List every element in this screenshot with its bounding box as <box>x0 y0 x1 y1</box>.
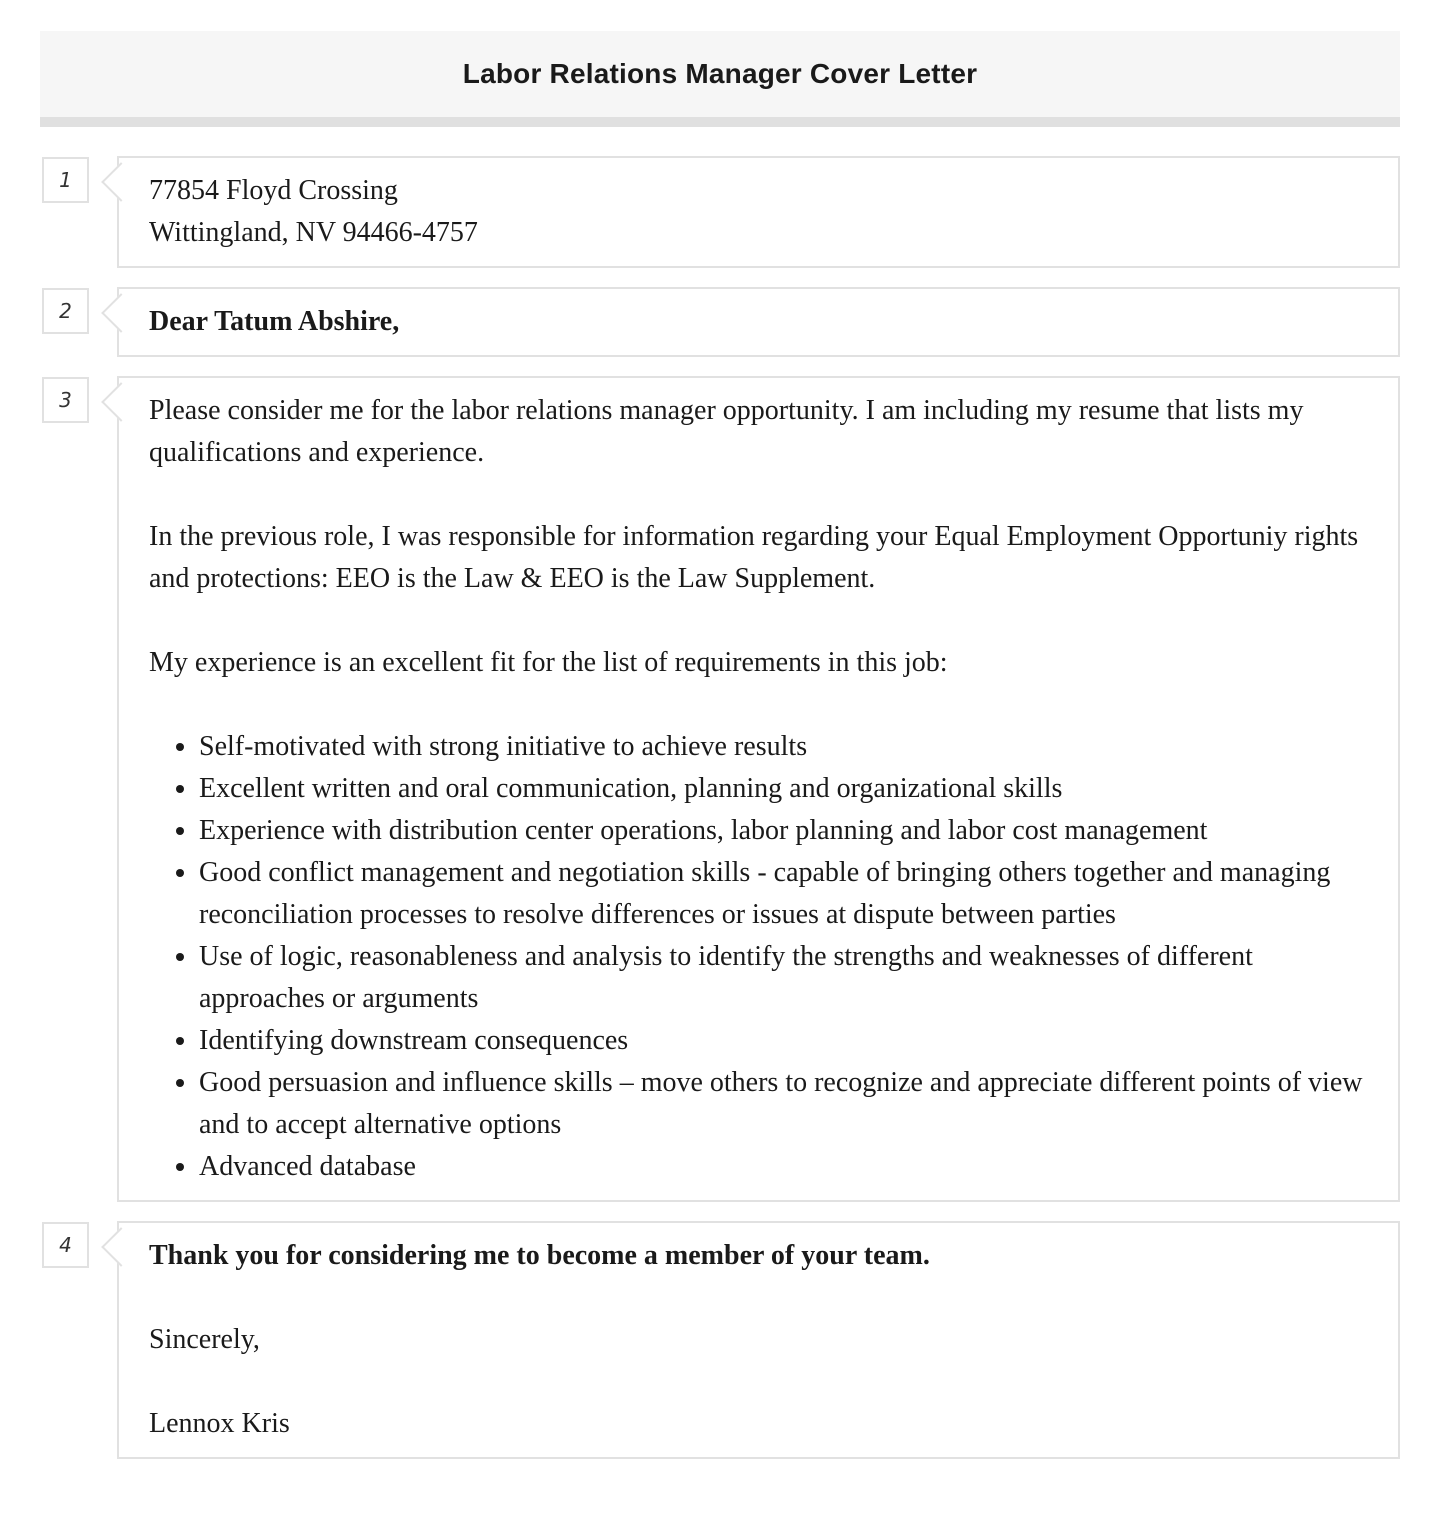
requirement-item: • Use of logic, reasonableness and analysis to identify the strengths and weaknesses of different approaches or arguments <box>199 936 1368 1020</box>
signature-name: Lennox Kris <box>149 1408 290 1439</box>
section-address <box>59 156 1400 268</box>
closing-box <box>117 1221 1400 1459</box>
page-header <box>40 31 1400 127</box>
section-number-badge: 4 <box>42 1222 89 1268</box>
section-closing <box>59 1221 1400 1459</box>
requirement-item: • Good persuasion and influence skills – move others to recognize and appreciate different points of view and to accept alternative options <box>199 1062 1368 1146</box>
signoff-text: Sincerely, <box>149 1324 260 1355</box>
salutation-box <box>117 287 1400 357</box>
requirement-item: • Advanced database <box>199 1146 1368 1188</box>
section-number-badge: 3 <box>42 377 89 423</box>
body-box <box>117 376 1400 1202</box>
salutation-text: Dear Tatum Abshire, <box>149 306 400 337</box>
closing-text: Thank you for considering me to become a member of your team. <box>149 1240 930 1271</box>
address-line-city: Wittingland, NV 94466-4757 <box>149 217 478 248</box>
page-title: Labor Relations Manager Cover Letter <box>462 58 978 89</box>
body-paragraph: Please consider me for the labor relations manager opportunity. I am including my resume that lists my qualifications and experience. <box>149 395 1304 468</box>
section-number-badge: 2 <box>42 288 89 334</box>
section-body <box>59 376 1400 1202</box>
requirement-item: • Identifying downstream consequences <box>199 1020 1368 1062</box>
address-box <box>117 156 1400 268</box>
body-paragraph: My experience is an excellent fit for the list of requirements in this job: <box>149 647 948 678</box>
address-line-street: 77854 Floyd Crossing <box>149 175 398 206</box>
requirement-item: • Good conflict management and negotiation skills - capable of bringing others together and managing reconciliation processes to resolve differences or issues at dispute between parties <box>199 852 1368 936</box>
body-paragraph: In the previous role, I was responsible for information regarding your Equal Employment Opportuniy rights and protections: EEO is the Law & EEO is the Law Supplement. <box>149 521 1359 594</box>
requirement-item: • Self-motivated with strong initiative to achieve results <box>199 726 1368 768</box>
cover-letter-page <box>0 31 1440 1526</box>
section-number-badge: 1 <box>42 157 89 203</box>
requirement-item: • Excellent written and oral communication, planning and organizational skills <box>199 768 1368 810</box>
requirement-item: • Experience with distribution center operations, labor planning and labor cost management <box>199 810 1368 852</box>
section-salutation <box>59 287 1400 357</box>
requirements-list <box>149 726 1368 1188</box>
letter-sections <box>0 156 1440 1459</box>
